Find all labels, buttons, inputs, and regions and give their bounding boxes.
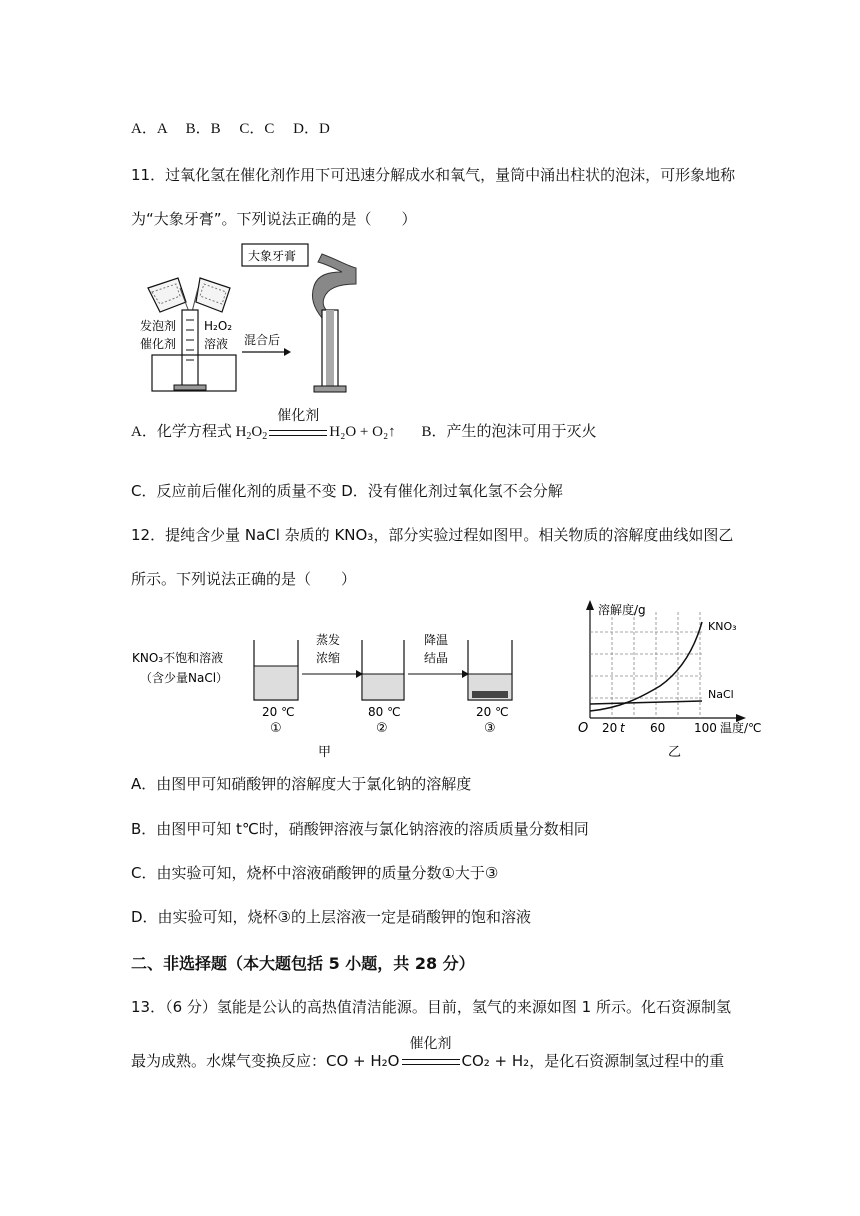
q12-option-d: D．由实验可知，烧杯③的上层溶液一定是硝酸钾的饱和溶液	[131, 908, 532, 926]
elephant-toothpaste-figure	[138, 240, 378, 395]
q12-option-b: B．由图甲可知 t℃时，硝酸钾溶液与氯化钠溶液的溶质质量分数相同	[131, 820, 589, 838]
q13-line2-suffix: CO₂ + H₂，是化石资源制氢过程中的重	[461, 1052, 725, 1070]
q13-catalyst-label: 催化剂	[409, 1036, 452, 1052]
jia-start-line2: （含少量NaCl）	[140, 671, 229, 685]
q11-stem-line2: 为“大象牙膏”。下列说法正确的是（ ）	[131, 210, 417, 228]
q13-line2-prefix: 最为成熟。水煤气变换反应：CO + H₂O	[131, 1052, 400, 1070]
q11-catalyst-label: 催化剂	[277, 409, 320, 424]
label-after-mixing: 混合后	[244, 333, 281, 347]
q11-option-b: B．产生的泡沫可用于灭火	[421, 424, 597, 440]
label-foaming-agent: 发泡剂	[140, 319, 177, 333]
section2-heading: 二、非选择题（本大题包括 5 小题，共 28 分）	[131, 954, 475, 973]
label-elephant-toothpaste: 大象牙膏	[248, 249, 297, 263]
label-solution: 溶液	[204, 337, 229, 351]
q11-option-a-products: H₂O + O₂↑	[329, 424, 396, 440]
q11-option-a-prefix: A．化学方程式 H	[131, 424, 247, 440]
q12-option-c: C．由实验可知，烧杯中溶液硝酸钾的质量分数①大于③	[131, 864, 499, 882]
q11-option-a: A．化学方程式 $H_2O_2$ 催化剂 H₂O + O₂↑ B．产生的泡沫可用于灭火	[131, 420, 596, 442]
yi-series-nacl: NaCl	[708, 688, 734, 701]
jia-step1-line1: 蒸发	[316, 633, 341, 647]
label-catalyst: 催化剂	[140, 337, 177, 351]
q12-stem-line2: 所示。下列说法正确的是（ ）	[131, 570, 357, 588]
jia-step2-line2: 结晶	[424, 651, 449, 665]
q13-stem-line2	[131, 1036, 725, 1071]
jia-step1-line2: 浓缩	[316, 651, 341, 665]
q10-options: A．A B．B C．C D．D	[131, 121, 330, 137]
q13-stem-line1: 13．（6 分）氢能是公认的高热值清洁能源。目前，氢气的来源如图 1 所示。化石资源制氢	[131, 998, 731, 1016]
q11-option-cd: C．反应前后催化剂的质量不变 D．没有催化剂过氧化氢不会分解	[131, 482, 563, 500]
q12-option-a: A．由图甲可知硝酸钾的溶解度大于氯化钠的溶解度	[131, 775, 472, 793]
q11-stem-line1: 11．过氧化氢在催化剂作用下可迅速分解成水和氧气，量筒中涌出柱状的泡沫，可形象地称	[131, 166, 736, 184]
jia-start-line1: KNO₃不饱和溶液	[132, 651, 224, 665]
figure-jia-experiment	[128, 622, 528, 762]
yi-origin: O	[578, 721, 589, 736]
jia-b2-temp: 80 ℃	[368, 705, 401, 719]
yi-tick-t: t	[620, 721, 625, 735]
jia-b1-temp: 20 ℃	[262, 705, 295, 719]
yi-tick-60: 60	[650, 721, 666, 735]
label-h2o2: H₂O₂	[204, 319, 233, 333]
yi-caption: 乙	[668, 745, 682, 760]
jia-b3-temp: 20 ℃	[476, 705, 509, 719]
figure-yi-solubility-chart	[570, 598, 780, 762]
jia-step2-line1: 降温	[424, 633, 449, 647]
jia-b3-num: ③	[484, 721, 496, 736]
yi-ylabel: 溶解度/g	[598, 603, 646, 617]
jia-b1-num: ①	[270, 721, 282, 736]
yi-xlabel: 温度/℃	[720, 721, 762, 735]
q12-stem-line1: 12．提纯含少量 NaCl 杂质的 KNO₃，部分实验过程如图甲。相关物质的溶解度曲线如图乙	[131, 526, 734, 544]
jia-caption: 甲	[318, 745, 332, 760]
yi-tick-100: 100	[694, 721, 717, 735]
jia-b2-num: ②	[376, 721, 388, 736]
yi-series-kno3: KNO₃	[708, 620, 737, 633]
yi-tick-20: 20	[602, 721, 618, 735]
